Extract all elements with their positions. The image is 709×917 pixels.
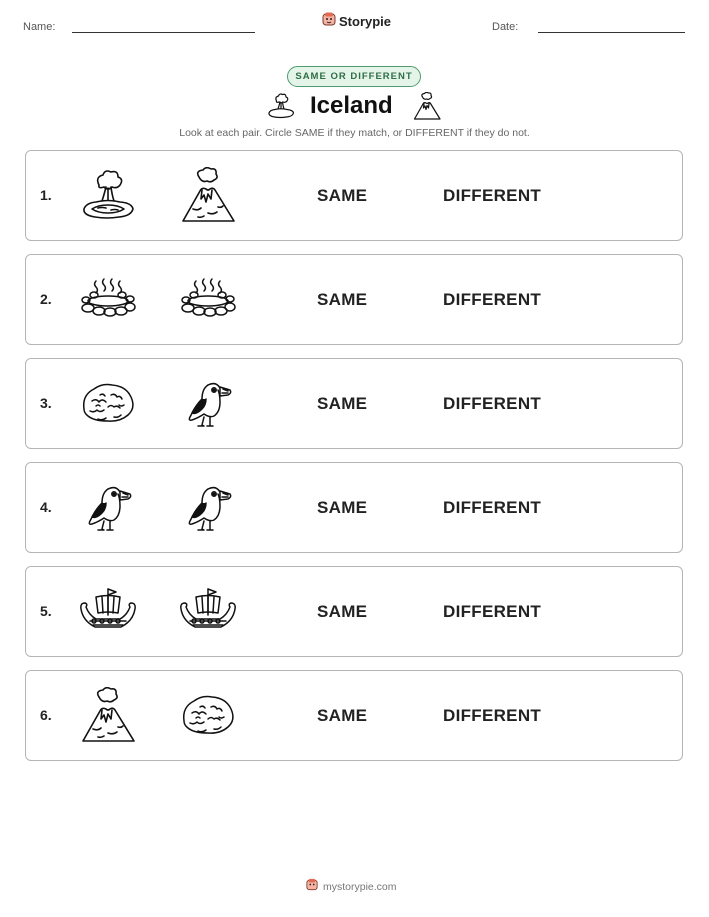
same-option[interactable]: SAME: [317, 186, 368, 205]
right-picture: [178, 375, 238, 435]
hot-spring-icon: [178, 271, 238, 331]
different-option[interactable]: DIFFERENT: [443, 394, 542, 413]
different-option[interactable]: DIFFERENT: [443, 498, 542, 517]
question-number: 1.: [40, 187, 52, 203]
geyser-icon: [78, 167, 138, 227]
volcano-icon: [412, 92, 442, 127]
same-option[interactable]: SAME: [317, 706, 368, 725]
puffin-icon: [78, 479, 138, 539]
left-picture: [78, 687, 138, 747]
left-picture: [78, 583, 138, 643]
right-picture: [178, 583, 238, 643]
question-row: [25, 150, 683, 241]
left-picture: [78, 167, 138, 227]
question-row: [25, 670, 683, 761]
footer: [306, 878, 397, 896]
question-number: 6.: [40, 707, 52, 723]
same-option[interactable]: SAME: [317, 290, 368, 309]
same-option[interactable]: SAME: [317, 394, 368, 413]
page-title: Iceland: [310, 92, 393, 119]
question-row: [25, 254, 683, 345]
different-option[interactable]: DIFFERENT: [443, 290, 542, 309]
lava-rock-icon: [78, 375, 138, 435]
question-row: [25, 566, 683, 657]
date-label: Date:: [492, 21, 519, 33]
volcano-icon: [78, 687, 138, 747]
brand-name: Storypie: [339, 14, 392, 29]
question-number: 3.: [40, 395, 52, 411]
question-number: 4.: [40, 499, 52, 515]
left-picture: [78, 271, 138, 331]
activity-type-badge: SAME OR DIFFERENT: [287, 66, 421, 87]
instructions: Look at each pair. Circle SAME if they match, or DIFFERENT if they do not.: [179, 127, 530, 139]
hot-spring-icon: [78, 271, 138, 331]
date-line[interactable]: [538, 32, 685, 33]
viking-ship-icon: [78, 583, 138, 643]
same-option[interactable]: SAME: [317, 498, 368, 517]
different-option[interactable]: DIFFERENT: [443, 602, 542, 621]
brand-logo: [322, 12, 391, 31]
question-number: 2.: [40, 291, 52, 307]
same-option[interactable]: SAME: [317, 602, 368, 621]
right-picture: [178, 167, 238, 227]
question-row: [25, 358, 683, 449]
right-picture: [178, 687, 238, 747]
viking-ship-icon: [178, 583, 238, 643]
geyser-icon: [266, 92, 296, 127]
storypie-mascot-icon: [306, 878, 318, 896]
puffin-icon: [178, 479, 238, 539]
right-picture: [178, 479, 238, 539]
storypie-mascot-icon: [322, 12, 336, 31]
name-label: Name:: [23, 21, 56, 33]
left-picture: [78, 479, 138, 539]
question-row: [25, 462, 683, 553]
question-number: 5.: [40, 603, 52, 619]
lava-rock-icon: [178, 687, 238, 747]
right-picture: [178, 271, 238, 331]
puffin-icon: [178, 375, 238, 435]
volcano-icon: [178, 167, 238, 227]
footer-url[interactable]: mystorypie.com: [323, 881, 397, 893]
different-option[interactable]: DIFFERENT: [443, 706, 542, 725]
left-picture: [78, 375, 138, 435]
different-option[interactable]: DIFFERENT: [443, 186, 542, 205]
name-line[interactable]: [72, 32, 255, 33]
